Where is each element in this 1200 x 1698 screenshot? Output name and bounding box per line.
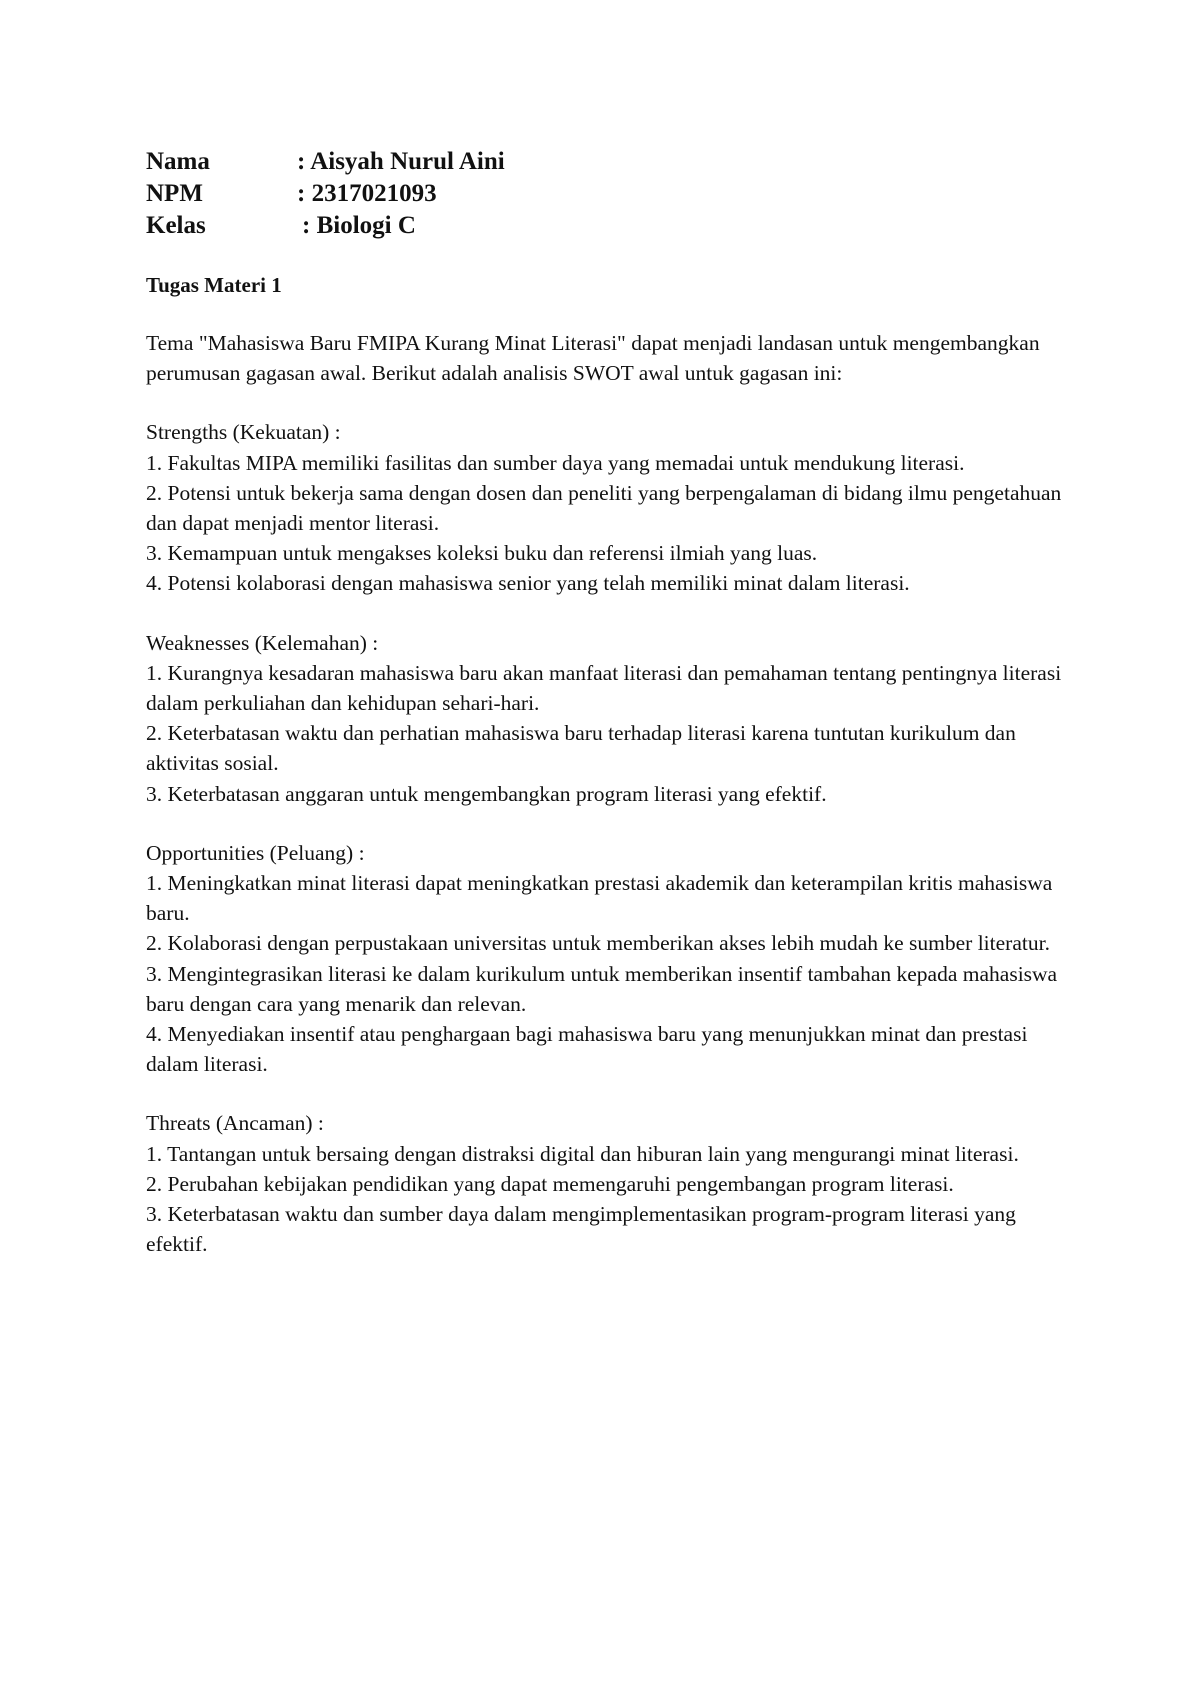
- list-item: 3. Keterbatasan anggaran untuk mengembangkan program literasi yang efektif.: [146, 781, 827, 806]
- section-threats: [146, 1108, 1066, 1259]
- list-item: 1. Meningkatkan minat literasi dapat meningkatkan prestasi akademik dan keterampilan kritis mahasiswa baru.: [146, 871, 1053, 926]
- document-content: [146, 146, 1066, 1259]
- list-item: 3. Mengintegrasikan literasi ke dalam kurikulum untuk memberikan insentif tambahan kepada mahasiswa baru dengan cara yang menarik dan relevan.: [146, 961, 1058, 1016]
- nama-row: [146, 146, 1066, 178]
- list-item: 1. Kurangnya kesadaran mahasiswa baru akan manfaat literasi dan pemahaman tentang pentingnya literasi dalam perkuliahan dan kehidupan sehari-hari.: [146, 660, 1062, 716]
- section-strengths: [146, 417, 1066, 598]
- npm-row: [146, 178, 1066, 210]
- section-weaknesses: [146, 628, 1066, 809]
- kelas-value: : Biologi C: [302, 212, 416, 239]
- list-item: 2. Kolaborasi dengan perpustakaan universitas untuk memberikan akses lebih mudah ke sumber literatur.: [146, 931, 1050, 956]
- identity-block: [146, 146, 1066, 242]
- list-item: 1. Fakultas MIPA memiliki fasilitas dan sumber daya yang memadai untuk mendukung literasi.: [146, 450, 965, 475]
- intro-text: Tema "Mahasiswa Baru FMIPA Kurang Minat Literasi" dapat menjadi landasan untuk mengembangkan perumusan gagasan awal. Berikut adalah analisis SWOT awal untuk gagasan ini:: [146, 331, 1040, 386]
- section-heading: Threats (Ancaman) :: [146, 1111, 324, 1136]
- list-item: 3. Kemampuan untuk mengakses koleksi buku dan referensi ilmiah yang luas.: [146, 541, 818, 566]
- section-list: [146, 868, 1066, 1079]
- list-item: 2. Perubahan kebijakan pendidikan yang dapat memengaruhi pengembangan program literasi.: [146, 1171, 954, 1196]
- section-heading: Weaknesses (Kelemahan) :: [146, 630, 379, 655]
- intro-paragraph: [146, 328, 1066, 388]
- list-item: 2. Potensi untuk bekerja sama dengan dosen dan peneliti yang berpengalaman di bidang ilmu pengetahuan dan dapat menjadi mentor literasi.: [146, 480, 1062, 536]
- npm-label: NPM: [146, 180, 203, 207]
- section-list: [146, 658, 1066, 809]
- list-item: 3. Keterbatasan waktu dan sumber daya dalam mengimplementasikan program-program literasi yang efektif.: [146, 1202, 1016, 1257]
- nama-label: Nama: [146, 148, 210, 175]
- list-item: 4. Potensi kolaborasi dengan mahasiswa senior yang telah memiliki minat dalam literasi.: [146, 571, 910, 596]
- section-heading: Strengths (Kekuatan) :: [146, 420, 341, 445]
- kelas-row: [146, 210, 1066, 242]
- task-title: Tugas Materi 1: [146, 273, 282, 297]
- nama-value: : Aisyah Nurul Aini: [297, 148, 505, 175]
- kelas-label: Kelas: [146, 212, 206, 239]
- list-item: 4. Menyediakan insentif atau penghargaan bagi mahasiswa baru yang menunjukkan minat dan prestasi dalam literasi.: [146, 1022, 1028, 1077]
- list-item: 1. Tantangan untuk bersaing dengan distraksi digital dan hiburan lain yang mengurangi minat literasi.: [146, 1141, 1019, 1166]
- section-opportunities: [146, 838, 1066, 1080]
- list-item: 2. Keterbatasan waktu dan perhatian mahasiswa baru terhadap literasi karena tuntutan kurikulum dan aktivitas sosial.: [146, 721, 1016, 776]
- npm-value: : 2317021093: [297, 180, 437, 207]
- section-list: [146, 1139, 1066, 1260]
- section-heading: Opportunities (Peluang) :: [146, 840, 365, 865]
- section-list: [146, 448, 1066, 599]
